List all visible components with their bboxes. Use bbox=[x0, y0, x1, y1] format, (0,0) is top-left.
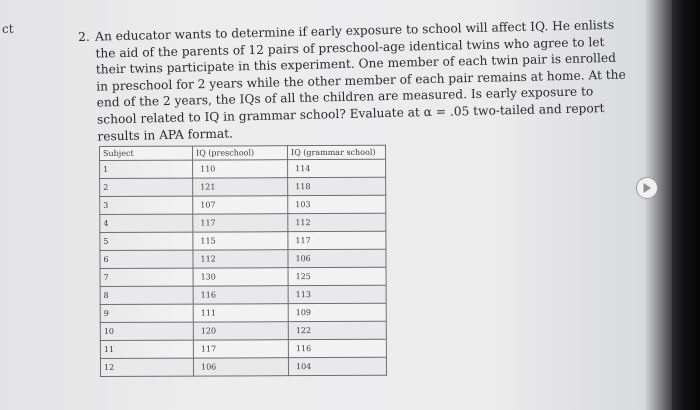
table-row bbox=[100, 321, 386, 340]
cell-iq-grammar: 114 bbox=[288, 159, 386, 177]
corner-label: ct bbox=[2, 22, 14, 36]
table-header-row bbox=[100, 145, 386, 160]
cell-subject: 6 bbox=[100, 250, 193, 268]
cell-iq-grammar: 125 bbox=[288, 267, 386, 285]
cell-iq-preschool: 106 bbox=[193, 358, 288, 376]
table-row bbox=[100, 285, 386, 304]
cell-subject: 11 bbox=[100, 340, 193, 358]
table-row bbox=[100, 357, 386, 376]
question-number: 2. bbox=[78, 29, 90, 44]
cell-subject: 5 bbox=[100, 232, 193, 250]
cell-iq-preschool: 117 bbox=[193, 214, 288, 232]
cell-subject: 4 bbox=[100, 214, 193, 232]
question-text: An educator wants to determine if early exposure to school will affect IQ. He enlists the aid of the parents of 12 pairs of preschool-age identical twins who agree to let their twins participate in this experiment. One member of each twin pair is enrolled in preschool for 2 years while the other member of each pair remains at home. At the end of the 2 years, the IQs of all the children are measured. Is early exposure to school related to IQ in grammar school? Evaluate at α = .05 two-tailed and report results in APA format. bbox=[95, 17, 626, 144]
cell-iq-preschool: 117 bbox=[193, 340, 288, 358]
cell-iq-grammar: 122 bbox=[288, 321, 386, 339]
cell-iq-grammar: 104 bbox=[288, 357, 386, 375]
cell-iq-preschool: 121 bbox=[193, 178, 288, 196]
cell-iq-preschool: 120 bbox=[193, 322, 288, 340]
header-subject: Subject bbox=[100, 146, 193, 160]
cell-subject: 10 bbox=[100, 322, 193, 340]
table-row bbox=[100, 195, 386, 214]
play-button[interactable] bbox=[636, 177, 658, 199]
table-row bbox=[100, 159, 386, 178]
header-iq-preschool: IQ (preschool) bbox=[193, 146, 288, 160]
table-row bbox=[100, 231, 386, 250]
cell-iq-preschool: 112 bbox=[193, 250, 288, 268]
table-row bbox=[100, 303, 386, 322]
cell-iq-preschool: 107 bbox=[193, 196, 288, 214]
cell-iq-grammar: 109 bbox=[288, 303, 386, 321]
table-row bbox=[100, 177, 386, 196]
cell-iq-grammar: 106 bbox=[288, 249, 386, 267]
question-block bbox=[78, 16, 632, 145]
table-row bbox=[100, 339, 386, 358]
table-row bbox=[100, 249, 386, 268]
cell-iq-grammar: 118 bbox=[288, 177, 386, 195]
header-iq-grammar-school: IQ (grammar school) bbox=[288, 145, 386, 159]
cell-subject: 8 bbox=[100, 286, 193, 304]
cell-iq-grammar: 103 bbox=[288, 195, 386, 213]
cell-iq-grammar: 112 bbox=[288, 213, 386, 231]
cell-subject: 2 bbox=[100, 178, 193, 196]
cell-iq-preschool: 110 bbox=[193, 160, 288, 178]
cell-iq-preschool: 116 bbox=[193, 286, 288, 304]
cell-iq-grammar: 113 bbox=[288, 285, 386, 303]
monitor-bezel bbox=[672, 0, 700, 410]
table-row bbox=[100, 213, 386, 232]
cell-subject: 3 bbox=[100, 196, 193, 214]
cell-subject: 9 bbox=[100, 304, 193, 322]
cell-subject: 1 bbox=[100, 160, 193, 178]
cell-iq-grammar: 116 bbox=[288, 339, 386, 357]
iq-data-table bbox=[99, 145, 387, 377]
cell-iq-preschool: 115 bbox=[193, 232, 288, 250]
cell-iq-preschool: 111 bbox=[193, 304, 288, 322]
cell-subject: 7 bbox=[100, 268, 193, 286]
cell-subject: 12 bbox=[100, 358, 193, 376]
table-row bbox=[100, 267, 386, 286]
play-icon bbox=[642, 182, 652, 194]
cell-iq-preschool: 130 bbox=[193, 268, 288, 286]
cell-iq-grammar: 117 bbox=[288, 231, 386, 249]
